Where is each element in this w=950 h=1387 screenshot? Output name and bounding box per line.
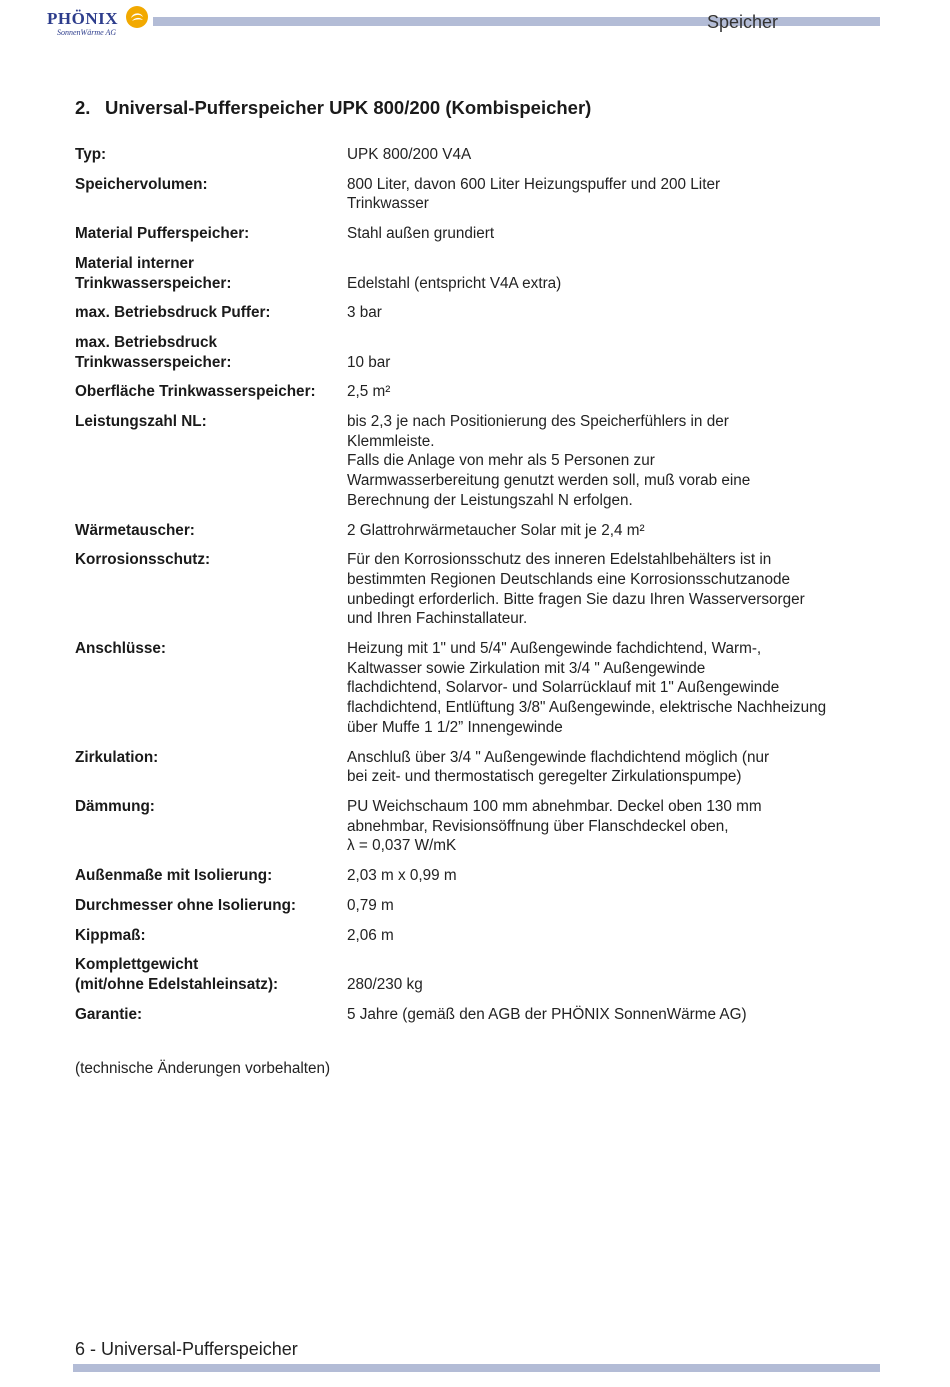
spec-row	[75, 639, 865, 748]
spec-label: Dämmung:	[75, 797, 155, 815]
spec-value	[347, 639, 865, 748]
spec-value-line: UPK 800/200 V4A	[347, 146, 472, 163]
spec-row	[75, 521, 865, 551]
spec-label-line: Komplettgewicht	[75, 956, 199, 974]
spec-value	[347, 224, 865, 254]
spec-value	[347, 550, 865, 639]
logo-wordmark: PHÖNIX	[47, 9, 118, 28]
spec-value	[347, 412, 865, 521]
spec-label-line: (mit/ohne Edelstahleinsatz):	[75, 975, 279, 993]
footer-rule	[73, 1364, 880, 1372]
spec-label: Korrosionsschutz:	[75, 551, 211, 569]
spec-value-line: 2,03 m x 0,99 m	[347, 867, 457, 885]
spec-label: Speichervolumen:	[75, 175, 208, 193]
spec-label: Oberfläche Trinkwasserspeicher:	[75, 383, 316, 401]
spec-value-line: bei zeit- und thermostatisch geregelter Zirkulationspumpe)	[347, 768, 742, 786]
spec-value	[347, 303, 865, 333]
spec-value	[347, 896, 865, 926]
spec-value-line: Berechnung der Leistungszahl N erfolgen.	[347, 491, 633, 509]
spec-row	[75, 866, 865, 896]
spec-value	[347, 797, 865, 866]
spec-row	[75, 412, 865, 521]
spec-label-line: Trinkwasserspeicher:	[75, 274, 232, 292]
spec-value-line: Warmwasserbereitung genutzt werden soll, muß vorab eine	[347, 472, 751, 490]
spec-label: Garantie:	[75, 1005, 143, 1023]
spec-label: Kippmaß:	[75, 926, 146, 944]
logo-subtitle: SonnenWärme AG	[57, 28, 117, 37]
spec-row	[75, 224, 865, 254]
spec-value-line: 0,79 m	[347, 896, 394, 914]
spec-value-line: Für den Korrosionsschutz des inneren Edelstahlbehälters ist in	[347, 551, 772, 569]
heading-title: Universal-Pufferspeicher UPK 800/200 (Kombispeicher)	[105, 97, 592, 118]
spec-value-line: 2,5 m²	[347, 383, 391, 401]
spec-value-line: Falls die Anlage von mehr als 5 Personen zur	[347, 452, 655, 470]
spec-value-line: 2,06 m	[347, 926, 394, 944]
spec-value	[347, 254, 865, 303]
spec-value	[347, 333, 865, 382]
spec-value-line: 3 bar	[347, 304, 382, 322]
spec-row	[75, 145, 865, 175]
spec-row	[75, 955, 865, 1004]
spec-value-line: Anschluß über 3/4 " Außengewinde flachdichtend möglich (nur	[347, 748, 770, 766]
spec-row	[75, 748, 865, 797]
spec-value-line: unbedingt erforderlich. Bitte fragen Sie dazu Ihren Wasserversorger	[347, 590, 805, 608]
spec-value-line: bestimmten Regionen Deutschlands eine Korrosionsschutzanode	[347, 570, 791, 588]
spec-value	[347, 145, 865, 175]
page-heading	[75, 97, 591, 119]
spec-value-line: Heizung mit 1" und 5/4" Außengewinde fachdichtend, Warm-,	[347, 640, 762, 658]
sun-icon	[125, 5, 149, 29]
spec-value-line: abnehmbar, Revisionsöffnung über Flanschdeckel oben,	[347, 817, 729, 835]
spec-row	[75, 797, 865, 866]
spec-value-line: Trinkwasser	[347, 195, 429, 213]
company-logo	[47, 5, 157, 41]
spec-label-line: Trinkwasserspeicher:	[75, 353, 232, 371]
spec-label	[75, 955, 347, 1004]
spec-table	[75, 145, 865, 1034]
spec-value-line: bis 2,3 je nach Positionierung des Speicherfühlers in der	[347, 413, 729, 431]
spec-label-line: Material interner	[75, 254, 195, 272]
spec-value	[347, 175, 865, 224]
section-label: Speicher	[706, 12, 778, 32]
spec-label	[75, 254, 347, 303]
spec-value-line: Edelstahl (entspricht V4A extra)	[347, 274, 562, 292]
spec-row	[75, 382, 865, 412]
spec-value-line: flachdichtend, Entlüftung 3/8" Außengewinde, elektrische Nachheizung	[347, 699, 827, 717]
spec-value	[347, 1005, 865, 1035]
spec-value-line: 280/230 kg	[347, 975, 423, 993]
spec-value-line: 800 Liter, davon 600 Liter Heizungspuffer und 200 Liter	[347, 175, 721, 193]
spec-row	[75, 333, 865, 382]
spec-label: Typ:	[75, 146, 107, 163]
spec-label	[75, 333, 347, 382]
heading-number: 2.	[75, 97, 91, 118]
spec-value-line: 10 bar	[347, 353, 391, 371]
spec-row	[75, 550, 865, 639]
spec-value	[347, 521, 865, 551]
spec-row	[75, 254, 865, 303]
spec-row	[75, 1005, 865, 1035]
spec-value-line: über Muffe 1 1/2” Innengewinde	[347, 718, 563, 736]
spec-label: max. Betriebsdruck Puffer:	[75, 304, 271, 322]
spec-value	[347, 748, 865, 797]
spec-label-line: max. Betriebsdruck	[75, 333, 217, 351]
spec-value	[347, 955, 865, 1004]
disclaimer-note: (technische Änderungen vorbehalten)	[75, 1060, 331, 1077]
spec-label: Wärmetauscher:	[75, 521, 195, 539]
spec-value-line: 5 Jahre (gemäß den AGB der PHÖNIX SonnenWärme AG)	[347, 1005, 747, 1023]
spec-value	[347, 866, 865, 896]
spec-value-line: und Ihren Fachinstallateur.	[347, 610, 528, 628]
spec-value-line: Kaltwasser sowie Zirkulation mit 3/4 " Außengewinde	[347, 659, 706, 677]
spec-label: Zirkulation:	[75, 748, 159, 766]
spec-row	[75, 303, 865, 333]
spec-row	[75, 896, 865, 926]
spec-value-line: flachdichtend, Solarvor- und Solarrücklauf mit 1" Außengewinde	[347, 679, 780, 697]
spec-value-line: Stahl außen grundiert	[347, 225, 495, 243]
spec-row	[75, 175, 865, 224]
spec-label: Anschlüsse:	[75, 640, 166, 658]
footer-page-label: 6 - Universal-Pufferspeicher	[75, 1339, 298, 1359]
spec-value-line: Klemmleiste.	[347, 432, 435, 450]
spec-value-line: 2 Glattrohrwärmetaucher Solar mit je 2,4 m²	[347, 521, 645, 539]
spec-value	[347, 926, 865, 956]
spec-label: Leistungszahl NL:	[75, 413, 207, 431]
spec-value-line: λ = 0,037 W/mK	[347, 837, 457, 855]
spec-value	[347, 382, 865, 412]
spec-label: Durchmesser ohne Isolierung:	[75, 896, 297, 914]
spec-label: Außenmaße mit Isolierung:	[75, 867, 273, 885]
spec-value-line: PU Weichschaum 100 mm abnehmbar. Deckel oben 130 mm	[347, 797, 762, 815]
spec-label: Material Pufferspeicher:	[75, 225, 250, 243]
spec-row	[75, 926, 865, 956]
